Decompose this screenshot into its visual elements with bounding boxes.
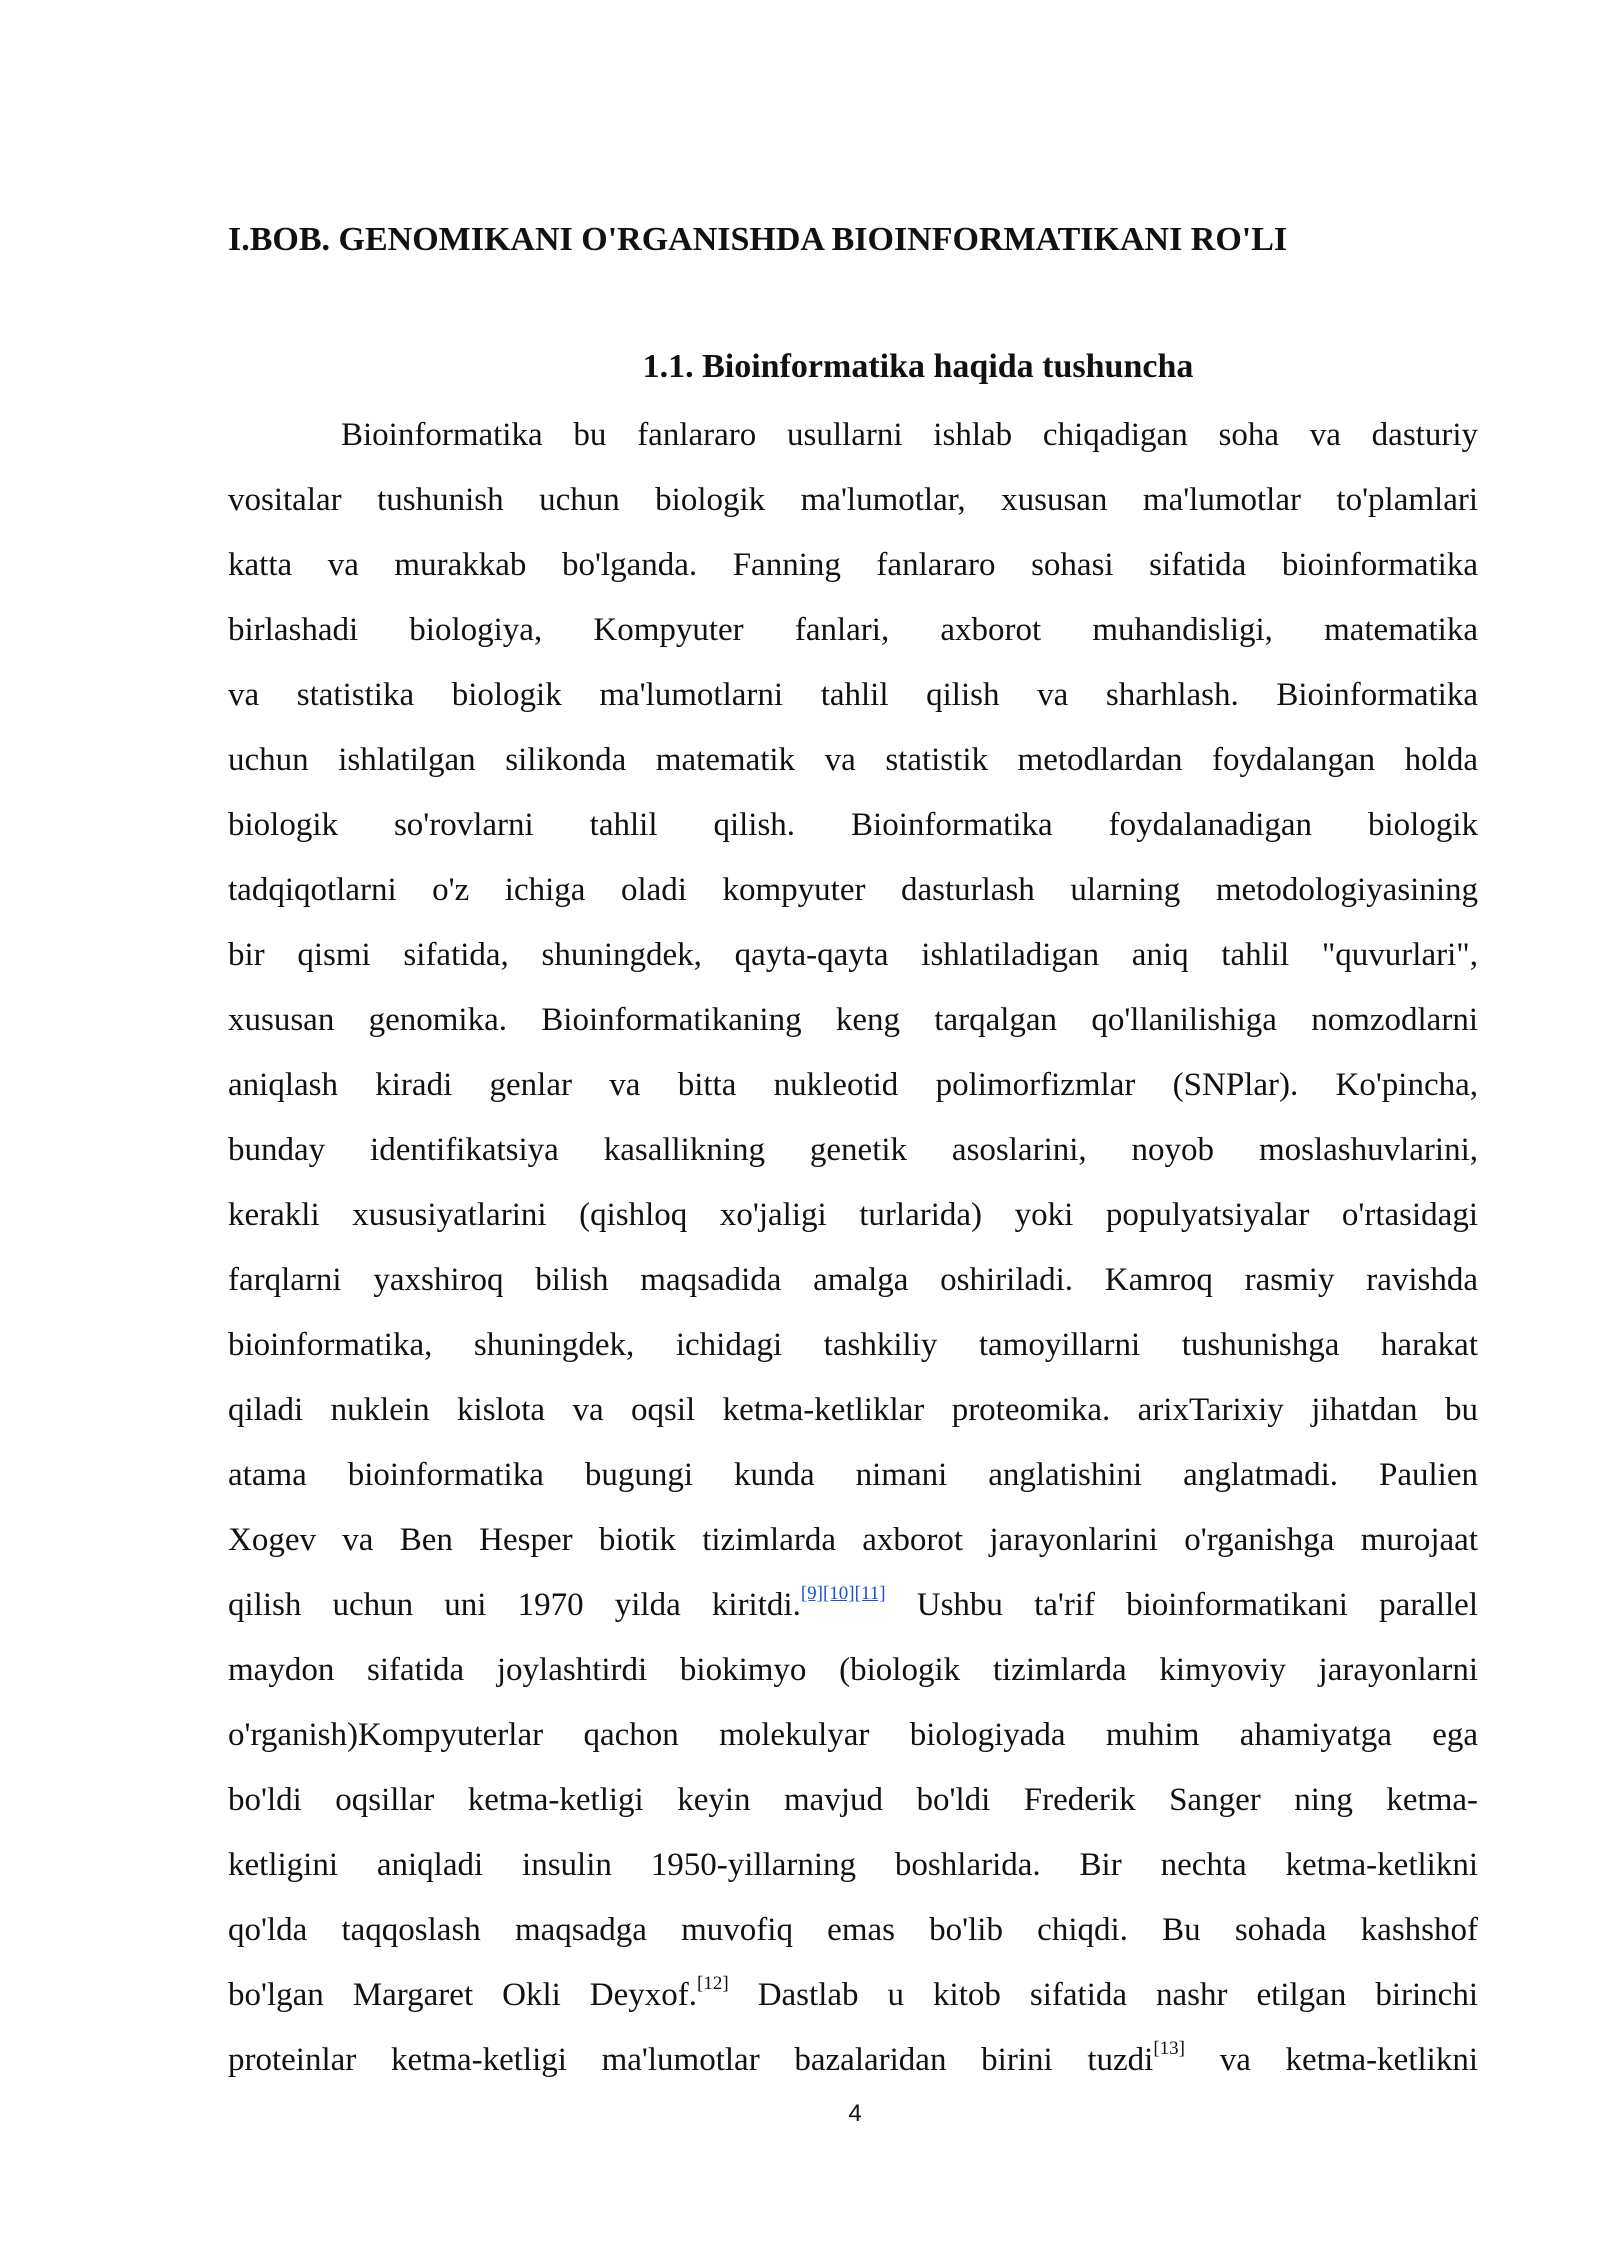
line-text-before: bo'lgan Margaret Okli Deyxof. bbox=[228, 1977, 698, 2013]
paragraph-line: uchun ishlatilgan silikonda matematik va statistik metodlardan foydalangan holda bbox=[228, 742, 1478, 778]
paragraph-line: o'rganish)Kompyuterlar qachon molekulyar biologiyada muhim ahamiyatga ega bbox=[228, 1717, 1478, 1753]
citation-text: [13] bbox=[1153, 2038, 1185, 2059]
paragraph-line: aniqlash kiradi genlar va bitta nukleotid polimorfizmlar (SNPlar). Ko'pincha, bbox=[228, 1067, 1478, 1103]
paragraph-line: bir qismi sifatida, shuningdek, qayta-qayta ishlatiladigan aniq tahlil "quvurlari", bbox=[228, 937, 1478, 973]
paragraph-line: va statistika biologik ma'lumotlarni tahlil qilish va sharhlash. Bioinformatika bbox=[228, 677, 1478, 713]
paragraph-line: bioinformatika, shuningdek, ichidagi tashkiliy tamoyillarni tushunishga harakat bbox=[228, 1327, 1478, 1363]
paragraph-line: kerakli xususiyatlarini (qishloq xo'jaligi turlarida) yoki populyatsiyalar o'rtasidagi bbox=[228, 1197, 1478, 1233]
citation-reference bbox=[1153, 2038, 1185, 2059]
citation-link[interactable]: [9][10][11] bbox=[800, 1583, 886, 1604]
body-text bbox=[228, 410, 1478, 2100]
paragraph-line: ketligini aniqladi insulin 1950-yillarning boshlarida. Bir nechta ketma-ketlikni bbox=[228, 1847, 1478, 1883]
paragraph-line: atama bioinformatika bugungi kunda nimani anglatishini anglatmadi. Paulien bbox=[228, 1457, 1478, 1493]
page-number: 4 bbox=[848, 2100, 862, 2127]
section-title: 1.1. Bioinformatika haqida tushuncha bbox=[642, 348, 1194, 385]
paragraph-line: maydon sifatida joylashtirdi biokimyo (biologik tizimlarda kimyoviy jarayonlarni bbox=[228, 1652, 1478, 1688]
paragraph-line: Bioinformatika bu fanlararo usullarni ishlab chiqadigan soha va dasturiy bbox=[341, 417, 1478, 453]
chapter-title: I.BOB. GENOMIKANI O'RGANISHDA BIOINFORMATIKANI RO'LI bbox=[228, 221, 1288, 258]
paragraph-line: bo'ldi oqsillar ketma-ketligi keyin mavjud bo'ldi Frederik Sanger ning ketma- bbox=[228, 1782, 1478, 1818]
paragraph-line-with-citation bbox=[228, 1970, 1478, 2035]
citation-reference bbox=[801, 1583, 886, 1604]
line-text-before: qilish uchun uni 1970 yilda kiritdi. bbox=[228, 1587, 801, 1623]
paragraph-line: bunday identifikatsiya kasallikning genetik asoslarini, noyob moslashuvlarini, bbox=[228, 1132, 1478, 1168]
paragraph-line: biologik so'rovlarni tahlil qilish. Bioinformatika foydalanadigan biologik bbox=[228, 807, 1478, 843]
paragraph-line: vositalar tushunish uchun biologik ma'lumotlar, xususan ma'lumotlar to'plamlari bbox=[228, 482, 1478, 518]
paragraph-line: katta va murakkab bo'lganda. Fanning fanlararo sohasi sifatida bioinformatika bbox=[228, 547, 1478, 583]
citation-text: [12] bbox=[697, 1973, 729, 1994]
paragraph-line: tadqiqotlarni o'z ichiga oladi kompyuter dasturlash ularning metodologiyasining bbox=[228, 872, 1478, 908]
paragraph-line: farqlarni yaxshiroq bilish maqsadida amalga oshiriladi. Kamroq rasmiy ravishda bbox=[228, 1262, 1478, 1298]
line-text-before: proteinlar ketma-ketligi ma'lumotlar bazalaridan birini tuzdi bbox=[228, 2042, 1154, 2078]
citation-reference bbox=[697, 1973, 729, 1994]
paragraph-line: qiladi nuklein kislota va oqsil ketma-ketliklar proteomika. arixTarixiy jihatdan bu bbox=[228, 1392, 1478, 1428]
line-text-after: Ushbu ta'rif bioinformatikani parallel bbox=[885, 1587, 1478, 1623]
paragraph-line-with-citation bbox=[228, 2035, 1478, 2100]
paragraph-line: qo'lda taqqoslash maqsadga muvofiq emas bo'lib chiqdi. Bu sohada kashshof bbox=[228, 1912, 1478, 1948]
paragraph-line-with-citation bbox=[228, 1580, 1478, 1645]
paragraph-line: birlashadi biologiya, Kompyuter fanlari, axborot muhandisligi, matematika bbox=[228, 612, 1478, 648]
paragraph-line: xususan genomika. Bioinformatikaning keng tarqalgan qo'llanilishiga nomzodlarni bbox=[228, 1002, 1478, 1038]
paragraph-line: Xogev va Ben Hesper biotik tizimlarda axborot jarayonlarini o'rganishga murojaat bbox=[228, 1522, 1478, 1558]
line-text-after: va ketma-ketlikni bbox=[1185, 2042, 1478, 2078]
line-text-after: Dastlab u kitob sifatida nashr etilgan birinchi bbox=[728, 1977, 1478, 2013]
